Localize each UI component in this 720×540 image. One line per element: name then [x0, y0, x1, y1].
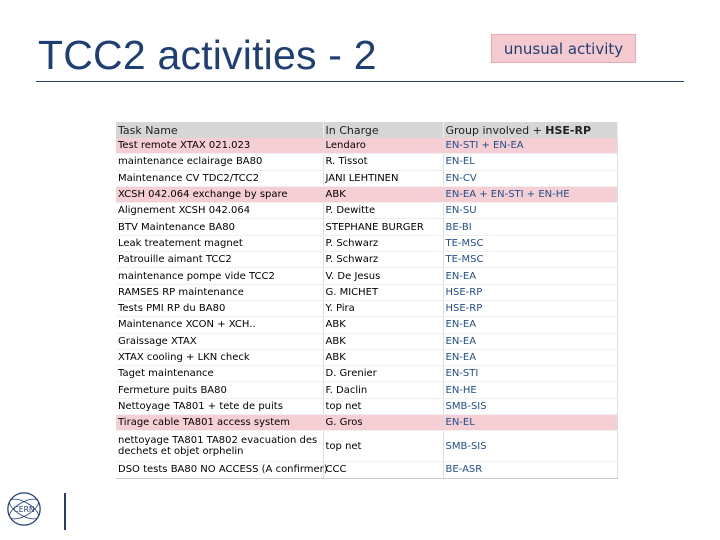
- table-row: [116, 415, 617, 431]
- task-cell: XCSH 042.064 exchange by spare: [116, 186, 323, 202]
- task-cell: Alignement XCSH 042.064: [116, 203, 323, 219]
- table-row: [116, 284, 617, 300]
- task-cell: maintenance eclairage BA80: [116, 154, 323, 170]
- group-cell: EN-EA: [443, 268, 617, 284]
- table-row: [116, 203, 617, 219]
- task-cell: Taget maintenance: [116, 366, 323, 382]
- task-cell: RAMSES RP maintenance: [116, 284, 323, 300]
- in-charge-cell: Lendaro: [323, 138, 443, 154]
- table-header-row: [116, 122, 617, 138]
- group-cell: EN-EA + EN-STI + EN-HE: [443, 186, 617, 202]
- table-body: [116, 138, 617, 478]
- table-row: [116, 366, 617, 382]
- header-group-bold: HSE-RP: [545, 123, 592, 137]
- table-row: [116, 186, 617, 202]
- in-charge-cell: ABK: [323, 333, 443, 349]
- group-cell: TE-MSC: [443, 235, 617, 251]
- task-cell: Fermeture puits BA80: [116, 382, 323, 398]
- table-row: [116, 300, 617, 316]
- in-charge-cell: top net: [323, 431, 443, 462]
- table-row: [116, 462, 617, 478]
- group-cell: SMB-SIS: [443, 431, 617, 462]
- in-charge-cell: JANI LEHTINEN: [323, 170, 443, 186]
- group-cell: SMB-SIS: [443, 398, 617, 414]
- logo-divider: [64, 493, 66, 530]
- title-divider: [36, 81, 684, 82]
- group-cell: HSE-RP: [443, 284, 617, 300]
- in-charge-cell: ABK: [323, 349, 443, 365]
- task-cell: Test remote XTAX 021.023: [116, 138, 323, 154]
- task-cell: nettoyage TA801 TA802 evacuation des dechets et objet orphelin: [116, 431, 323, 462]
- unusual-activity-badge: unusual activity: [491, 34, 636, 63]
- in-charge-cell: G. Gros: [323, 415, 443, 431]
- group-cell: EN-EA: [443, 349, 617, 365]
- in-charge-cell: ABK: [323, 186, 443, 202]
- in-charge-cell: P. Dewitte: [323, 203, 443, 219]
- activities-table: [116, 122, 618, 479]
- task-cell: Leak treatement magnet: [116, 235, 323, 251]
- group-cell: EN-HE: [443, 382, 617, 398]
- task-cell: Maintenance CV TDC2/TCC2: [116, 170, 323, 186]
- cern-logo-icon: [5, 490, 43, 528]
- table-row: [116, 154, 617, 170]
- group-cell: EN-EL: [443, 154, 617, 170]
- table-row: [116, 170, 617, 186]
- group-cell: BE-BI: [443, 219, 617, 235]
- table-row: [116, 349, 617, 365]
- table-row: [116, 268, 617, 284]
- in-charge-cell: CCC: [323, 462, 443, 478]
- header-task-name: Task Name: [116, 122, 323, 138]
- in-charge-cell: D. Grenier: [323, 366, 443, 382]
- table-row: [116, 398, 617, 414]
- table-row: [116, 431, 617, 462]
- header-in-charge: In Charge: [323, 122, 443, 138]
- task-cell: Graissage XTAX: [116, 333, 323, 349]
- group-cell: EN-EA: [443, 333, 617, 349]
- group-cell: EN-EA: [443, 317, 617, 333]
- group-cell: EN-CV: [443, 170, 617, 186]
- in-charge-cell: F. Daclin: [323, 382, 443, 398]
- slide-title: TCC2 activities - 2: [38, 32, 377, 78]
- header-group-prefix: Group involved +: [445, 123, 546, 137]
- table-row: [116, 333, 617, 349]
- task-cell: XTAX cooling + LKN check: [116, 349, 323, 365]
- in-charge-cell: top net: [323, 398, 443, 414]
- in-charge-cell: STEPHANE BURGER: [323, 219, 443, 235]
- task-cell: Tests PMI RP du BA80: [116, 300, 323, 316]
- group-cell: EN-STI: [443, 366, 617, 382]
- task-cell: Tirage cable TA801 access system: [116, 415, 323, 431]
- task-cell: Patrouille aimant TCC2: [116, 252, 323, 268]
- task-cell: BTV Maintenance BA80: [116, 219, 323, 235]
- in-charge-cell: Y. Pira: [323, 300, 443, 316]
- task-cell: Maintenance XCON + XCH..: [116, 317, 323, 333]
- cern-logo-text: CERN: [13, 504, 35, 514]
- in-charge-cell: V. De Jesus: [323, 268, 443, 284]
- table-row: [116, 138, 617, 154]
- in-charge-cell: ABK: [323, 317, 443, 333]
- group-cell: HSE-RP: [443, 300, 617, 316]
- in-charge-cell: P. Schwarz: [323, 235, 443, 251]
- group-cell: TE-MSC: [443, 252, 617, 268]
- table-row: [116, 219, 617, 235]
- table-row: [116, 235, 617, 251]
- in-charge-cell: P. Schwarz: [323, 252, 443, 268]
- in-charge-cell: R. Tissot: [323, 154, 443, 170]
- task-cell: DSO tests BA80 NO ACCESS (A confirmer): [116, 462, 323, 478]
- header-group-involved: [443, 122, 617, 138]
- table-row: [116, 317, 617, 333]
- group-cell: EN-EL: [443, 415, 617, 431]
- group-cell: EN-SU: [443, 203, 617, 219]
- group-cell: BE-ASR: [443, 462, 617, 478]
- task-cell: Nettoyage TA801 + tete de puits: [116, 398, 323, 414]
- in-charge-cell: G. MICHET: [323, 284, 443, 300]
- table-row: [116, 252, 617, 268]
- task-cell: maintenance pompe vide TCC2: [116, 268, 323, 284]
- table-row: [116, 382, 617, 398]
- group-cell: EN-STI + EN-EA: [443, 138, 617, 154]
